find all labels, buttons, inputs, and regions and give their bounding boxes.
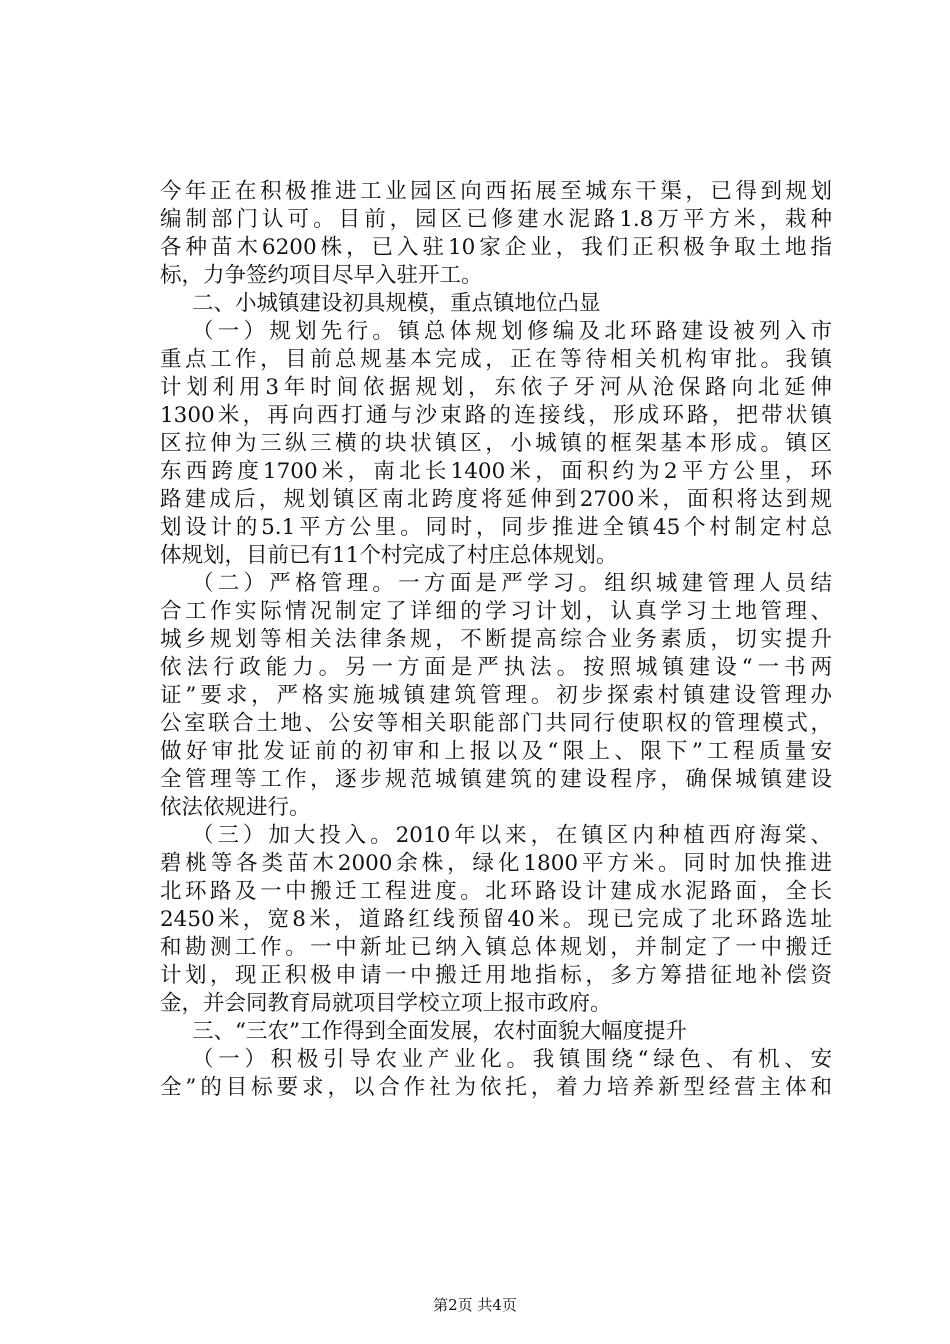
text-line: 各种苗木6200株，已入驻10家企业，我们正积极争取土地指 — [160, 235, 832, 260]
text-line: （一）积极引导农业产业化。我镇围绕“绿色、有机、安 — [192, 1047, 832, 1072]
text-line: 公室联合土地、公安等相关职能部门共同行使职权的管理模式， — [160, 711, 832, 736]
text-line: 编制部门认可。目前，园区已修建水泥路1.8万平方米，栽种 — [160, 207, 832, 232]
text-line: 计划利用3年时间依据规划，东依子牙河从沧保路向北延伸 — [160, 375, 832, 400]
text-line: 区拉伸为三纵三横的块状镇区，小城镇的框架基本形成。镇区 — [160, 431, 832, 456]
text-line: 金，并会同教育局就项目学校立项上报市政府。 — [160, 991, 612, 1016]
text-line: 证”要求，严格实施城镇建筑管理。初步探索村镇建设管理办 — [160, 683, 832, 708]
text-line: 依法行政能力。另一方面是严执法。按照城镇建设“一书两 — [160, 655, 832, 680]
text-line: 依法依规进行。 — [160, 795, 311, 820]
text-line: 和勘测工作。一中新址已纳入镇总体规划，并制定了一中搬迁 — [160, 935, 832, 960]
text-line: 做好审批发证前的初审和上报以及“限上、限下”工程质量安 — [160, 739, 832, 764]
text-line: 碧桃等各类苗木2000余株，绿化1800平方米。同时加快推进 — [160, 851, 832, 876]
text-line: 2450米，宽8米，道路红线预留40米。现已完成了北环路选址 — [160, 907, 832, 932]
document-body — [160, 178, 832, 1102]
text-line: 二、小城镇建设初具规模，重点镇地位凸显 — [192, 291, 601, 316]
text-line: 合工作实际情况制定了详细的学习计划，认真学习土地管理、 — [160, 599, 832, 624]
text-line: 三、“三农”工作得到全面发展，农村面貌大幅度提升 — [192, 1019, 687, 1044]
text-line: 标，力争签约项目尽早入驻开工。 — [160, 263, 483, 288]
page-footer: 第2页 共4页 — [433, 1296, 517, 1314]
text-line: 今年正在积极推进工业园区向西拓展至城东干渠，已得到规划 — [160, 179, 832, 204]
text-line: 全管理等工作，逐步规范城镇建筑的建设程序，确保城镇建设 — [160, 767, 832, 792]
text-line: 重点工作，目前总规基本完成，正在等待相关机构审批。我镇 — [160, 347, 832, 372]
text-line: 路建成后，规划镇区南北跨度将延伸到2700米，面积将达到规 — [160, 487, 832, 512]
text-line: 北环路及一中搬迁工程进度。北环路设计建成水泥路面，全长 — [160, 879, 832, 904]
text-line: 城乡规划等相关法律条规，不断提高综合业务素质，切实提升 — [160, 627, 832, 652]
text-line: 计划，现正积极申请一中搬迁用地指标，多方筹措征地补偿资 — [160, 963, 832, 988]
text-line: 全”的目标要求，以合作社为依托，着力培养新型经营主体和 — [160, 1075, 832, 1100]
text-line: 划设计的5.1平方公里。同时，同步推进全镇45个村制定村总 — [160, 515, 832, 540]
text-line: （一）规划先行。镇总体规划修编及北环路建设被列入市 — [192, 319, 832, 344]
text-line: 体规划，目前已有11个村完成了村庄总体规划。 — [160, 543, 618, 568]
text-line: 东西跨度1700米，南北长1400米，面积约为2平方公里，环 — [160, 459, 832, 484]
text-line: （二）严格管理。一方面是严学习。组织城建管理人员结 — [192, 571, 832, 596]
text-line: （三）加大投入。2010年以来，在镇区内种植西府海棠、 — [192, 823, 832, 848]
text-line: 1300米，再向西打通与沙束路的连接线，形成环路，把带状镇 — [160, 403, 832, 428]
